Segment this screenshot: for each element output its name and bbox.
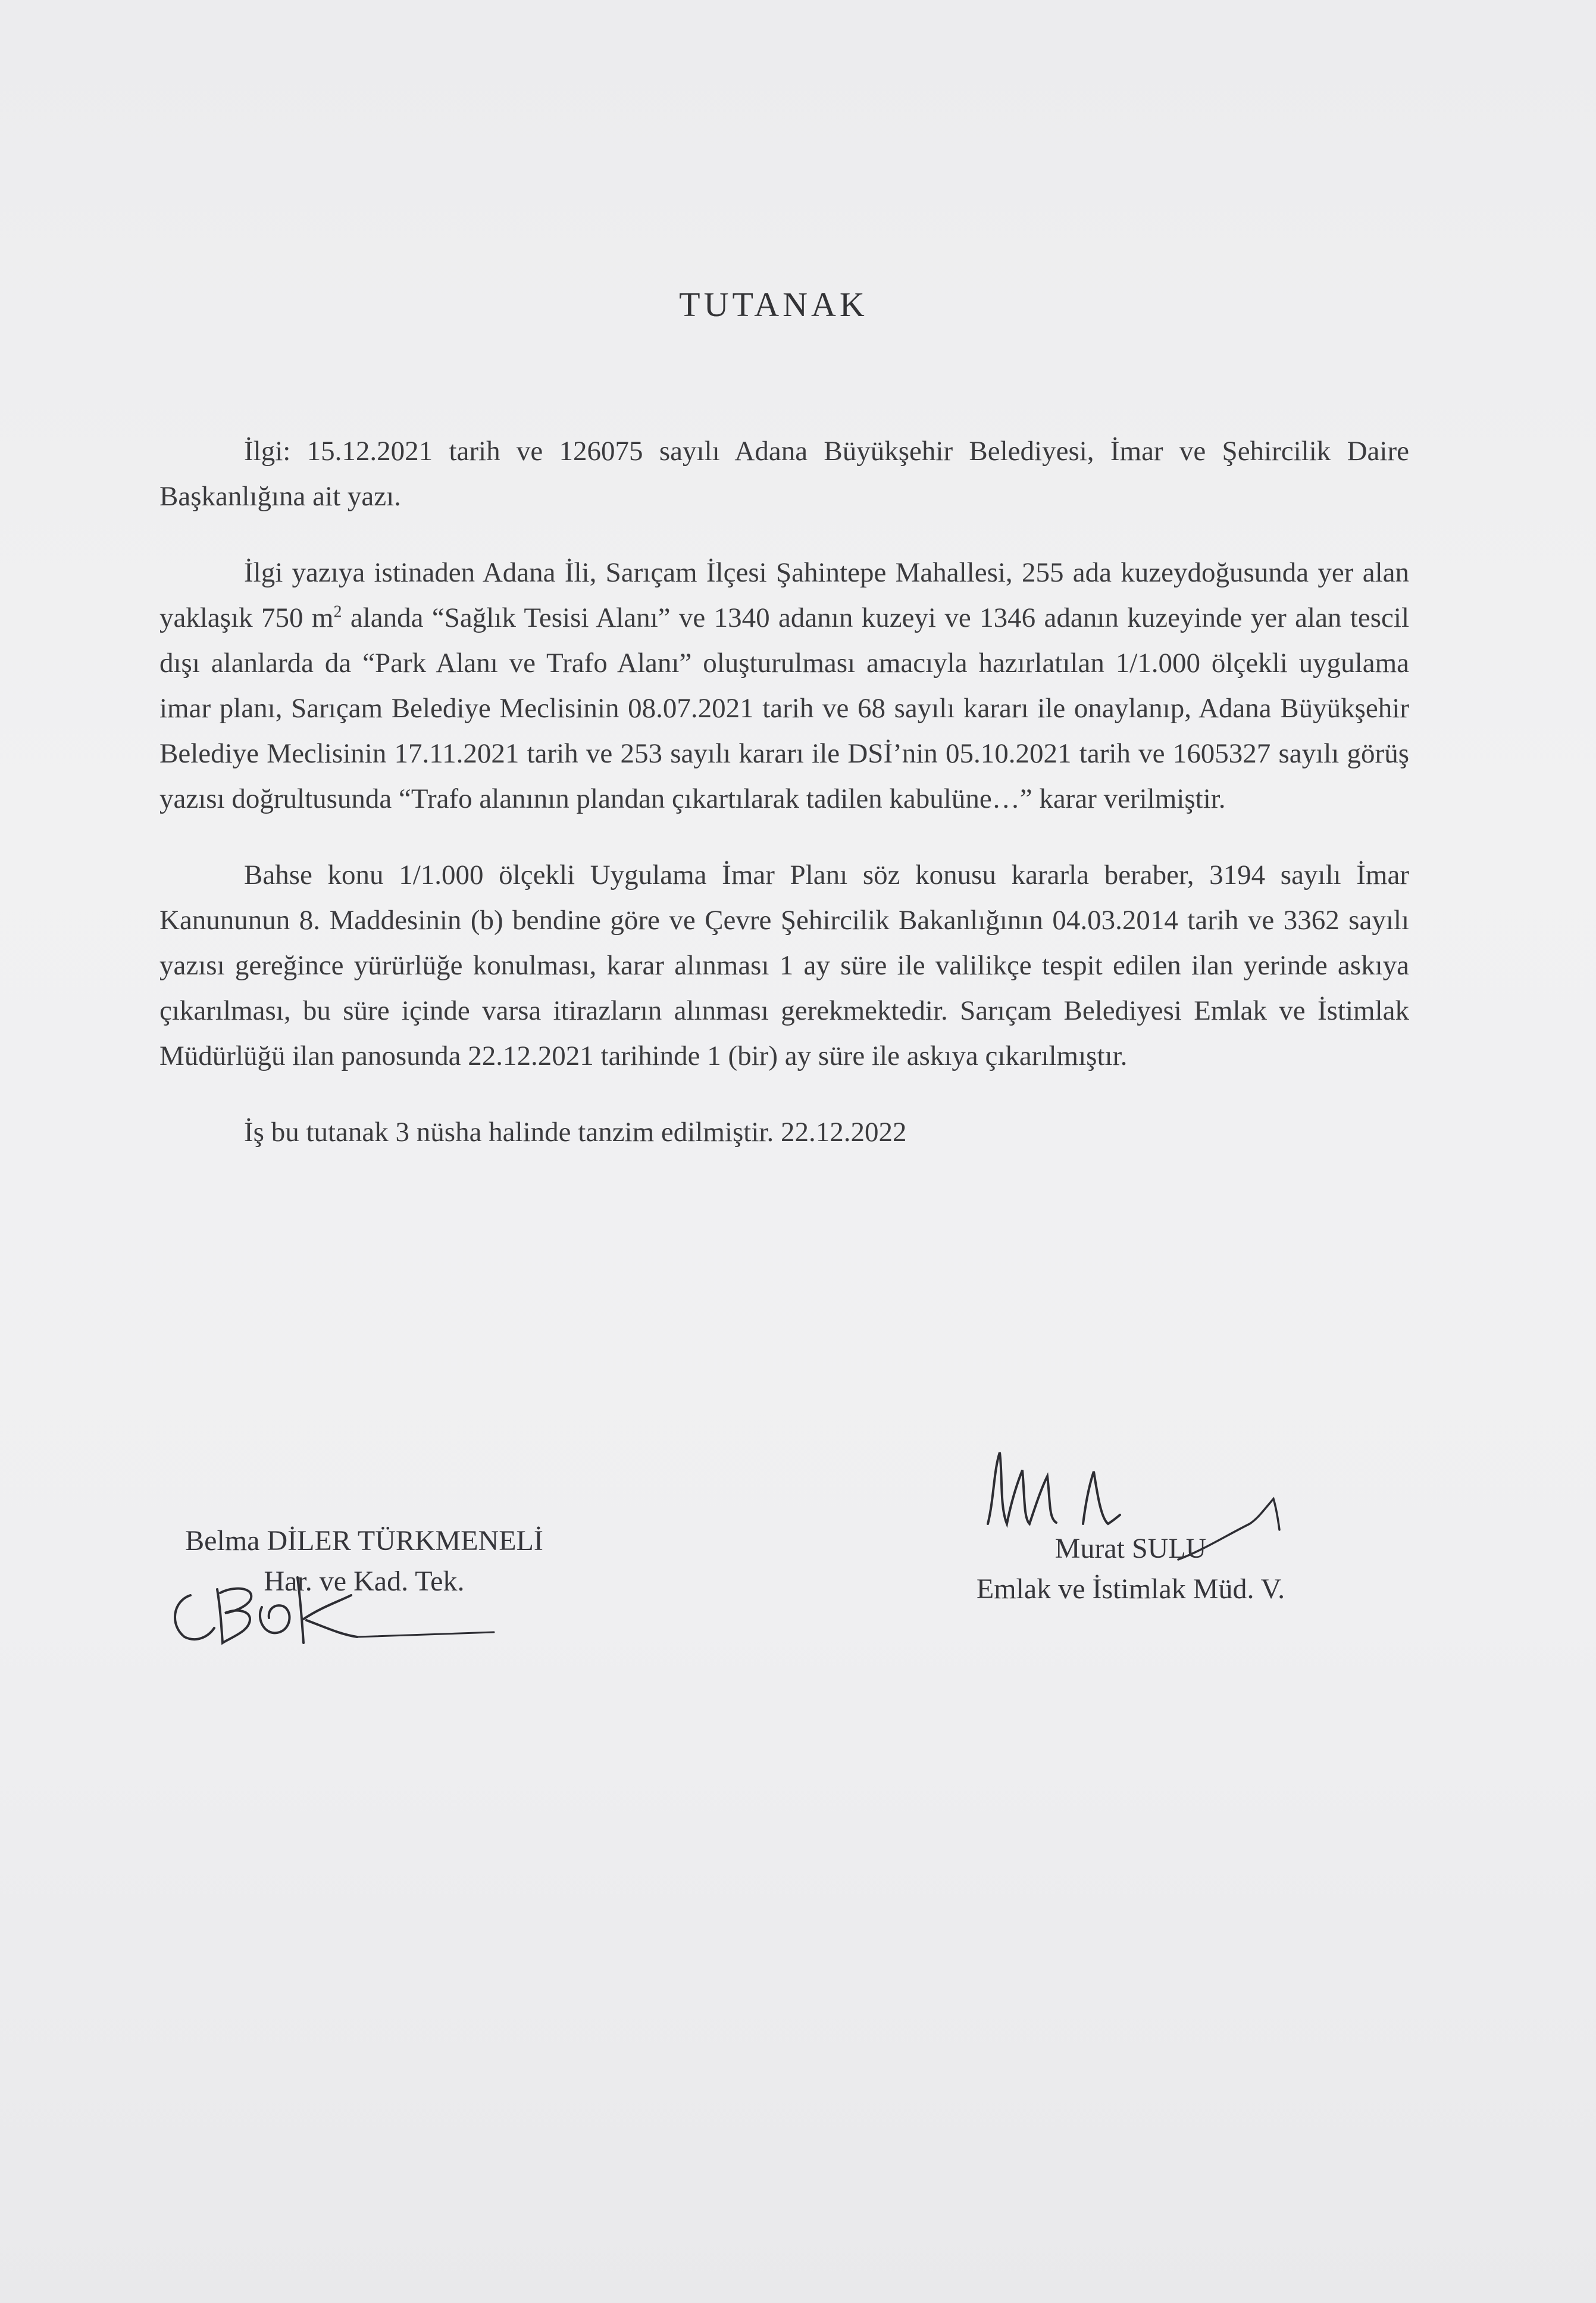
- signatory-left-name: Belma DİLER TÜRKMENELİ: [185, 1525, 543, 1557]
- paragraph-plan-decision: [159, 550, 1409, 821]
- document-title: TUTANAK: [679, 285, 868, 324]
- paragraph-plan-decision-part-a: İlgi yazıya istinaden Adana İli, Sarıçam İlçesi Şahintepe Mahallesi, 255 ada kuzeydoğusunda yer alan yaklaşık 750 m: [159, 557, 1409, 633]
- paragraph-announcement: Bahse konu 1/1.000 ölçekli Uygulama İmar Planı söz konusu kararla beraber, 3194 sayılı İmar Kanununun 8. Maddesinin (b) bendine göre ve Çevre Şehircilik Bakanlığının 04.03.2014 tarih ve 3362 sayılı yazısı gereğince yürürlüğe konulması, karar alınması 1 ay süre ile valilikçe tespit edilen ilan yerinde askıya çıkarılması, bu süre içinde varsa itirazların alınması gerekmektedir. Sarıçam Belediyesi Emlak ve İstimlak Müdürlüğü ilan panosunda 22.12.2021 tarihinde 1 (bir) ay süre ile askıya çıkarılmıştır.: [159, 860, 1409, 1071]
- signatory-right-name: Murat SULU: [1054, 1533, 1207, 1564]
- signatory-right-title: Emlak ve İstimlak Müd. V.: [976, 1573, 1285, 1605]
- paragraph-reference: İlgi: 15.12.2021 tarih ve 126075 sayılı Adana Büyükşehir Belediyesi, İmar ve Şehircilik Daire Başkanlığına ait yazı.: [159, 436, 1409, 512]
- paragraph-plan-decision-part-b: alanda “Sağlık Tesisi Alanı” ve 1340 adanın kuzeyi ve 1346 adanın kuzeyinde yer alan tescil dışı alanlarda da “Park Alanı ve Trafo Alanı” oluşturulması amacıyla hazırlatılan 1/1.000 ölçekli uygulama imar planı, Sarıçam Belediye Meclisinin 08.07.2021 tarih ve 68 sayılı kararı ile onaylanıp, Adana Büyükşehir Belediye Meclisinin 17.11.2021 tarih ve 253 sayılı kararı ile DSİ’nin 05.10.2021 tarih ve 1605327 sayılı görüş yazısı doğrultusunda “Trafo alanının plandan çıkartılarak tadilen kabulüne…” karar verilmiştir.: [159, 602, 1410, 814]
- document-body: [159, 429, 1409, 1186]
- signatory-right: [905, 1529, 1357, 1610]
- signatory-left: [138, 1521, 590, 1602]
- signatory-left-title: Har. ve Kad. Tek.: [264, 1565, 465, 1597]
- superscript-squared: 2: [333, 602, 342, 621]
- paragraph-closing: İş bu tutanak 3 nüsha halinde tanzim edilmiştir. 22.12.2022: [244, 1117, 907, 1148]
